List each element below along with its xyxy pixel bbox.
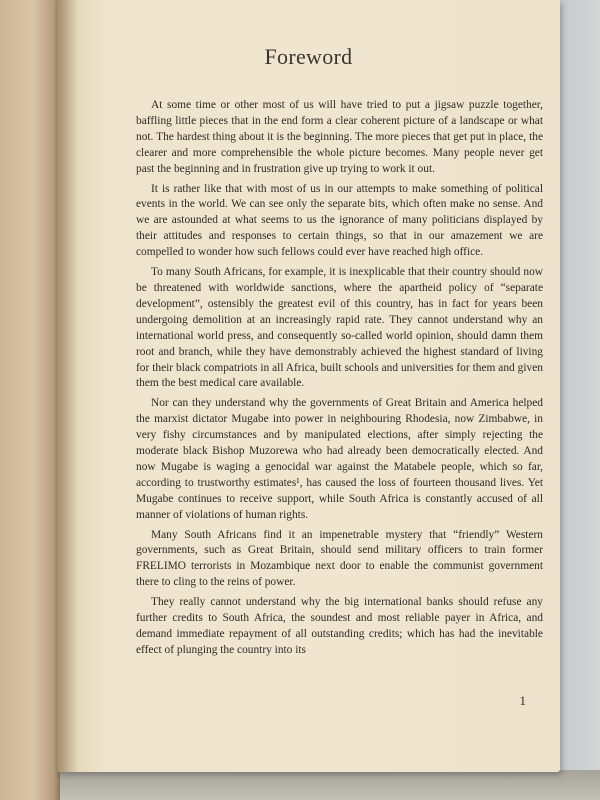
paragraph-1: At some time or other most of us will have tried to put a jigsaw puzzle together, baffling little pieces that in the end form a clear coherent picture of a landscape or what not. The hardest thing about it is the beginning. The more pieces that get put in place, the clearer and more comprehensible the whole picture becomes. Many people never get past the beginning and in frustration give up trying to work it out.	[136, 99, 543, 175]
table-surface-right	[554, 0, 600, 800]
page-gutter-shadow	[57, 0, 79, 772]
paragraph-2: It is rather like that with most of us in our attempts to make something of political events in the world. We can see only the separate bits, which often make no sense. And we are astounded at what seems to us the ignorance of many politicians displayed by their attitudes and responses to certain things, so that in our amazement we are compelled to wonder how such fellows could ever have reached high office.	[136, 182, 543, 259]
paragraph-5: Many South Africans find it an impenetrable mystery that “friendly” Western governments, such as Great Britain, should send military officers to train former FRELIMO terrorists in Mozambique next door to enable the communist government there to cling to the reins of power.	[136, 528, 543, 589]
book-page	[57, 0, 560, 772]
paragraph-6: They really cannot understand why the big international banks should refuse any further credits to South Africa, the soundest and most reliable payer in Africa, and demand immediate repayment of all outstanding credits; which has had the inevitable effect of plunging the country into its	[136, 596, 543, 656]
previous-page-edge	[0, 0, 60, 800]
foreword-body	[136, 98, 543, 659]
page-number: 1	[519, 693, 526, 708]
table-surface-bottom	[0, 770, 600, 800]
page-title: Foreword	[264, 44, 353, 69]
paragraph-3: To many South Africans, for example, it is inexplicable that their country should now be threatened with worldwide sanctions, where the apartheid policy of “separate development”, ostensibly the greatest evil of this country, has in fact for years been undergoing demolition at an increasingly rapid rate. They cannot understand why an international world press, and consequently so-called world opinion, should damn them root and branch, while they have demonstrably achieved the highest standard of living for their black compatriots in all Africa, built schools and universities for them and given them the best medical care available.	[136, 266, 543, 390]
paragraph-4: Nor can they understand why the governments of Great Britain and America helped the marxist dictator Mugabe into power in neighbouring Rhodesia, now Zimbabwe, in very fishy circumstances and by manipulated elections, after simply rejecting the moderate black Bishop Muzorewa who had already been democratically elected. And now Mugabe is waging a genocidal war against the Matabele people, which so far, according to trustworthy estimates¹, has caused the loss of fourteen thousand lives. Yet Mugabe continues to receive support, while South Africa is constantly accused of all manner of violations of human rights.	[136, 397, 543, 521]
